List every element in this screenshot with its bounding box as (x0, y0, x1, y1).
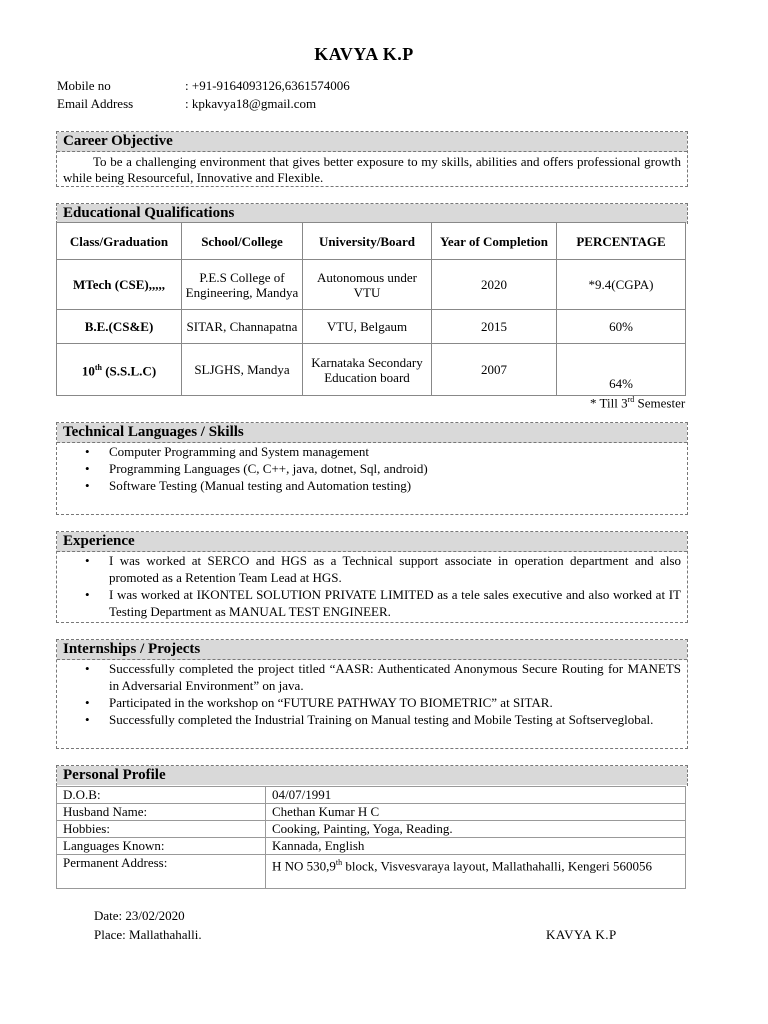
skills-section (56, 422, 688, 515)
section-heading: Internships / Projects (57, 640, 687, 660)
column-header: School/College (182, 223, 303, 260)
section-heading: Technical Languages / Skills (57, 423, 687, 443)
contact-label: Email Address (57, 96, 134, 111)
superscript: th (94, 363, 102, 373)
list-item: • Participated in the workshop on “FUTURE PATHWAY TO BIOMETRIC” at SITAR. (109, 694, 681, 711)
list-item: • Software Testing (Manual testing and Automation testing) (109, 477, 509, 494)
experience-list (57, 552, 687, 620)
list-item: • Programming Languages (C, C++, java, dotnet, Sql, android) (109, 460, 439, 477)
table-cell: P.E.S College of Engineering, Mandya (182, 260, 303, 310)
superscript: th (335, 858, 343, 867)
list-item: • Successfully completed the project titled “AASR: Authenticated Anonymous Secure Routing for MANETS in Adversarial Environment” on java. (109, 660, 681, 694)
table-row (57, 855, 686, 889)
section-heading: Experience (57, 532, 687, 552)
table-cell: SITAR, Channapatna (182, 310, 303, 344)
list-item: • I was worked at SERCO and HGS as a Technical support associate in operation department and also promoted as a Retention Team Lead at HGS. (109, 552, 681, 586)
table-cell: SLJGHS, Mandya (182, 344, 303, 396)
address-text: H NO 530,9 (272, 858, 336, 874)
superscript: rd (627, 395, 635, 404)
section-heading: Educational Qualifications (57, 204, 687, 223)
contact-label: Mobile no (57, 78, 111, 93)
table-cell (57, 344, 182, 396)
career-objective-section (56, 131, 688, 187)
cell-text: 10 (81, 363, 95, 379)
profile-value: 04/07/1991 (266, 787, 686, 804)
contact-mobile (57, 78, 350, 94)
footnote-text: * Till 3 (590, 395, 628, 411)
footnote-text: Semester (634, 395, 686, 411)
career-objective-text: To be a challenging environment that gives better exposure to my skills, abilities and offers professional growth while being Resourceful, Innovative and Flexible. (63, 154, 681, 185)
skills-list (57, 443, 687, 494)
column-header: University/Board (303, 223, 432, 260)
footer-place: Place: Mallathahalli. (94, 927, 202, 942)
column-header: PERCENTAGE (557, 223, 686, 260)
profile-value: Kannada, English (266, 838, 686, 855)
profile-value (266, 855, 686, 889)
contact-email (57, 96, 316, 112)
section-heading: Career Objective (57, 132, 687, 152)
table-row (57, 804, 686, 821)
footer-date: Date: 23/02/2020 (94, 908, 185, 923)
column-header: Year of Completion (432, 223, 557, 260)
experience-section (56, 531, 688, 623)
section-heading: Personal Profile (57, 766, 687, 785)
table-cell: 2020 (432, 260, 557, 310)
table-cell: *9.4(CGPA) (557, 260, 686, 310)
cell-text: (S.S.L.C) (101, 363, 157, 379)
contact-value: : +91-9164093126,6361574006 (185, 78, 350, 93)
profile-label: Hobbies: (57, 821, 266, 838)
table-cell: Karnataka Secondary Education board (303, 344, 432, 396)
internships-list (57, 660, 687, 728)
table-cell: MTech (CSE),,,,, (57, 260, 182, 310)
list-item: • I was worked at IKONTEL SOLUTION PRIVATE LIMITED as a tele sales executive and also worked at IT Testing Department as MANUAL TEST ENGINEER. (109, 586, 681, 620)
footer-signature: KAVYA K.P (546, 927, 617, 942)
profile-label: Husband Name: (57, 804, 266, 821)
resume-name: KAVYA K.P (314, 44, 414, 64)
profile-value: Chethan Kumar H C (266, 804, 686, 821)
table-row (57, 310, 686, 344)
internships-section (56, 639, 688, 749)
profile-label: D.O.B: (57, 787, 266, 804)
table-row (57, 787, 686, 804)
contact-value: : kpkavya18@gmail.com (185, 96, 317, 111)
personal-profile-table (56, 786, 686, 889)
table-cell: 2015 (432, 310, 557, 344)
list-item: • Computer Programming and System management (109, 443, 509, 460)
table-cell: 64% (557, 344, 686, 396)
table-cell: Autonomous under VTU (303, 260, 432, 310)
column-header: Class/Graduation (57, 223, 182, 260)
table-cell: VTU, Belgaum (303, 310, 432, 344)
list-item: • Successfully completed the Industrial Training on Manual testing and Mobile Testing at Softserveglobal. (109, 711, 681, 728)
table-row (57, 260, 686, 310)
table-cell: B.E.(CS&E) (57, 310, 182, 344)
education-table (56, 222, 686, 396)
table-cell: 2007 (432, 344, 557, 396)
table-row (57, 838, 686, 855)
table-row (57, 344, 686, 396)
table-row (57, 821, 686, 838)
education-footnote (590, 395, 685, 411)
address-text: block, Visvesvaraya layout, Mallathahalli, Kengeri 560056 (342, 858, 652, 874)
table-header-row (57, 223, 686, 260)
profile-label: Permanent Address: (57, 855, 266, 889)
table-cell: 60% (557, 310, 686, 344)
profile-label: Languages Known: (57, 838, 266, 855)
personal-profile-section (56, 765, 688, 786)
education-section (56, 203, 688, 224)
profile-value: Cooking, Painting, Yoga, Reading. (266, 821, 686, 838)
